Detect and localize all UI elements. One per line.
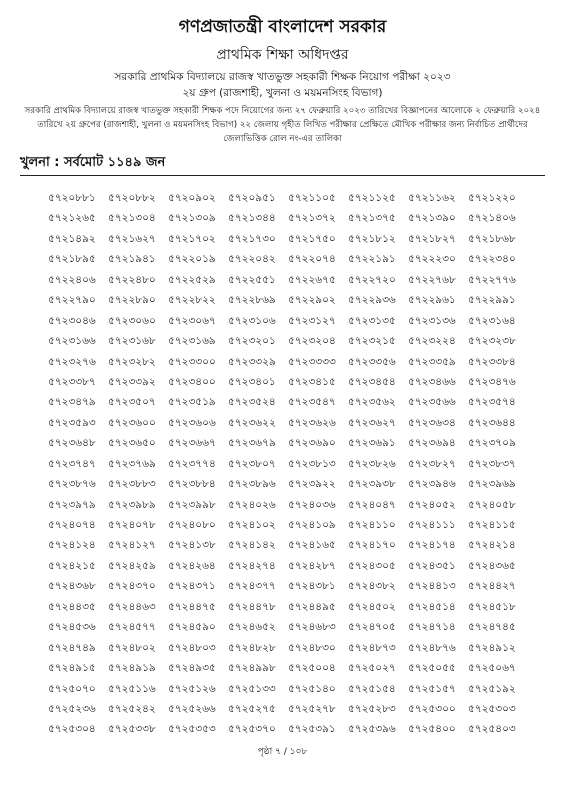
roll-number: ৫৭২৫০৭০ bbox=[48, 682, 96, 695]
roll-number: ৫৭২৪১০৯ bbox=[288, 519, 336, 531]
roll-number: ৫৭২৩১৩৫ bbox=[348, 314, 396, 327]
roll-number: ৫৭২৪৬৫২ bbox=[228, 621, 276, 634]
roll-number: ৫৭২৪০৫৮ bbox=[468, 498, 516, 511]
roll-number: ৫৭২৫০৫৫ bbox=[408, 662, 456, 675]
roll-number: ৫৭২৪১০২ bbox=[228, 519, 276, 531]
roll-row bbox=[48, 679, 528, 699]
roll-number: ৫৭২৩৬৭৯ bbox=[228, 437, 276, 450]
roll-number: ৫৭২১১৬২ bbox=[408, 192, 456, 204]
roll-number: ৫৭২৩৭৭৪ bbox=[168, 457, 216, 470]
roll-number: ৫৭২৩১৩৬ bbox=[408, 314, 456, 327]
roll-number: ৫৭২৩৬২২ bbox=[228, 416, 276, 429]
roll-number: ৫৭২৪৮৭৬ bbox=[408, 641, 456, 654]
roll-number: ৫৭২৩৩০০ bbox=[168, 355, 216, 368]
roll-number: ৫৭২৫৩০০ bbox=[408, 702, 456, 715]
roll-number: ৫৭২৪৯৯৮ bbox=[228, 662, 276, 675]
roll-number: ৫৭২১৮২৭ bbox=[408, 232, 456, 245]
roll-number: ৫৭২৪০৩৬ bbox=[288, 498, 336, 511]
roll-number: ৫৭২৩১২৭ bbox=[288, 314, 336, 327]
roll-number: ৫৭২৪৪২৭ bbox=[468, 580, 516, 593]
roll-number: ৫৭২৪৫০২ bbox=[348, 600, 396, 613]
roll-number: ৫৭২৫২৮৩ bbox=[348, 702, 396, 715]
roll-number: ৫৭২৩৮৮৪ bbox=[168, 478, 216, 491]
roll-number: ৫৭২৩৭৬৯ bbox=[108, 457, 156, 470]
notice-paragraph: সরকারি প্রাথমিক বিদ্যালয়ে রাজস্ব খাতভুক্ত সহকারী শিক্ষক পদে নিয়োগের জন্য ২৭ ফেব্রুয়ারি ২০২৩ তারিখের বিজ্ঞাপনের আলোকে ২ ফেব্রুয়ারি ২০২৪ তারিখে ২য় গ্রুপের (রাজশাহী, খুলনা ও ময়মনসিংহ বিভাগ) ২২ জেলায় গৃহীত লিখিত পরীক্ষার প্রেক্ষিতে মৌখিক পরীক্ষার জন্য নির্বাচিত প্রার্থীদের জেলাভিত্তিক রোল নং-এর তালিকা bbox=[24, 106, 541, 144]
roll-number: ৫৭২১৮১২ bbox=[348, 232, 396, 245]
roll-number: ৫৭২৪১৬৫ bbox=[288, 539, 336, 552]
roll-number: ৫৭২৪৩৫১ bbox=[408, 559, 456, 572]
roll-number: ৫৭২৩৮৩৭ bbox=[468, 457, 516, 470]
roll-number: ৫৭২৪৮০৩ bbox=[168, 641, 216, 654]
roll-row bbox=[48, 597, 528, 617]
department-name: প্রাথমিক শিক্ষা অধিদপ্তর bbox=[216, 47, 349, 63]
roll-number: ৫৭২৪৪৭৮ bbox=[228, 600, 276, 613]
roll-number: ৫৭২৩২৮২ bbox=[108, 355, 156, 368]
roll-number: ৫৭২৩৯৭৯ bbox=[48, 498, 96, 511]
roll-number: ৫৭২৪৮৭৩ bbox=[348, 641, 396, 654]
roll-number: ৫৭২১৩০৪ bbox=[108, 212, 156, 225]
roll-number: ৫৭২৪৯১৯ bbox=[108, 662, 156, 675]
roll-number: ৫৭২১৮৬৮ bbox=[468, 232, 516, 245]
roll-number: ৫৭২৫১৫৭ bbox=[408, 682, 456, 695]
roll-number: ৫৭২৩৫৬২ bbox=[348, 396, 396, 409]
roll-row bbox=[48, 372, 528, 392]
roll-row bbox=[48, 576, 528, 596]
roll-row bbox=[48, 474, 528, 494]
roll-number: ৫৭২৪৩৬৮ bbox=[48, 580, 96, 593]
roll-number: ৫৭২৩৬৪৪ bbox=[468, 416, 516, 429]
roll-number: ৫৭২২৭৬৮ bbox=[408, 273, 456, 286]
roll-row bbox=[48, 638, 528, 658]
roll-number: ৫৭২৪৪১৩ bbox=[408, 580, 456, 593]
roll-number: ৫৭২৩২৭৬ bbox=[48, 355, 96, 368]
roll-row bbox=[48, 229, 528, 249]
roll-number: ৫৭২২৬৭৫ bbox=[288, 273, 336, 286]
roll-number: ৫৭২৪১৭০ bbox=[348, 539, 396, 552]
roll-number: ৫৭২৫১৯২ bbox=[468, 682, 516, 695]
roll-number: ৫৭২৪৫১৮ bbox=[468, 600, 516, 613]
roll-number: ৫৭২২৭২০ bbox=[348, 273, 396, 286]
roll-number: ৫৭২২০৪২ bbox=[228, 253, 276, 266]
roll-row bbox=[48, 433, 528, 453]
roll-number: ৫৭২৪২৫৯ bbox=[108, 559, 156, 572]
roll-number: ৫৭২৩৩৮৭ bbox=[48, 375, 96, 388]
roll-number: ৫৭২২০৭৪ bbox=[288, 253, 336, 266]
roll-number: ৫৭২২৮৬৯ bbox=[228, 294, 276, 307]
roll-number: ৫৭২৩৬৫০ bbox=[108, 437, 156, 450]
roll-number: ৫৭২০৯৫১ bbox=[228, 192, 276, 204]
roll-number: ৫৭২৫২৪২ bbox=[108, 702, 156, 715]
roll-row bbox=[48, 249, 528, 269]
roll-number: ৫৭২৩২০৪ bbox=[288, 335, 336, 348]
roll-row bbox=[48, 556, 528, 576]
roll-number: ৫৭২১৭০২ bbox=[168, 232, 216, 245]
roll-number: ৫৭২৫১২৬ bbox=[168, 682, 216, 695]
roll-number: ৫৭২৪৩৭১ bbox=[168, 580, 216, 593]
group-label: ২য় গ্রুপ (রাজশাহী, খুলনা ও ময়মনসিংহ বিভাগ) bbox=[182, 87, 383, 99]
roll-number: ৫৭২৩২১৫ bbox=[348, 335, 396, 348]
roll-number: ৫৭২৪১১০ bbox=[348, 519, 396, 531]
roll-number: ৫৭২৩৯৮৯ bbox=[108, 498, 156, 511]
roll-number: ৫৭২৪২১৫ bbox=[48, 559, 96, 572]
roll-row bbox=[48, 311, 528, 331]
roll-number: ৫৭২১১০৫ bbox=[288, 192, 336, 204]
roll-number: ৫৭২২৯০২ bbox=[288, 294, 336, 307]
roll-number: ৫৭২২৯৩৬ bbox=[348, 294, 396, 307]
roll-number: ৫৭২৩৬৩৪ bbox=[408, 416, 456, 429]
roll-number: ৫৭২৪৭৪৫ bbox=[468, 621, 516, 634]
roll-number: ৫৭২৫২৭৮ bbox=[288, 702, 336, 715]
roll-number: ৫৭২৪৭০৫ bbox=[348, 621, 396, 634]
heading-divider bbox=[20, 175, 545, 176]
roll-number: ৫৭২৪৮২৮ bbox=[228, 641, 276, 654]
roll-row bbox=[48, 658, 528, 678]
roll-number: ৫৭২৩২২৪ bbox=[408, 335, 456, 348]
roll-number: ৫৭২৩৬৯০ bbox=[288, 437, 336, 450]
roll-number: ৫৭২২৮৯০ bbox=[108, 294, 156, 307]
roll-number: ৫৭২৪১২৭ bbox=[108, 539, 156, 552]
roll-number: ৫৭২৩৫১৯ bbox=[168, 396, 216, 409]
roll-number: ৫৭২১৩৪৪ bbox=[228, 212, 276, 225]
roll-number: ৫৭২৩৯২২ bbox=[288, 478, 336, 491]
roll-number: ৫৭২৩৬০৬ bbox=[168, 416, 216, 429]
roll-number: ৫৭২১৪০৬ bbox=[468, 212, 516, 225]
roll-number: ৫৭২৪৩৬৫ bbox=[468, 559, 516, 572]
roll-number: ৫৭২৫০০৪ bbox=[288, 662, 336, 675]
roll-number: ৫৭২১১২৫ bbox=[348, 192, 396, 204]
roll-number: ৫৭২৫০৬৭ bbox=[468, 662, 516, 675]
roll-number: ৫৭২৪৯৩৫ bbox=[168, 662, 216, 675]
roll-number: ৫৭২১৩৭২ bbox=[288, 212, 336, 225]
roll-row bbox=[48, 719, 528, 739]
roll-number: ৫৭২৩৩৮৪ bbox=[468, 355, 516, 368]
roll-number: ৫৭২৫৩০৪ bbox=[48, 723, 96, 736]
roll-number: ৫৭২৫৩০৩ bbox=[468, 702, 516, 715]
roll-number: ৫৭২৩৩৫৯ bbox=[408, 355, 456, 368]
roll-number-grid bbox=[48, 188, 528, 740]
roll-number: ৫৭২৩৯৩৮ bbox=[348, 478, 396, 491]
roll-row bbox=[48, 392, 528, 412]
roll-number: ৫৭২৪৮৩০ bbox=[288, 641, 336, 654]
roll-number: ৫৭২২৪৮০ bbox=[108, 273, 156, 286]
roll-number: ৫৭২৪০৭৮ bbox=[108, 519, 156, 531]
roll-number: ৫৭২৫১৪০ bbox=[288, 682, 336, 695]
roll-number: ৫৭২২৭৭৬ bbox=[468, 273, 516, 286]
roll-number: ৫৭২৪১২৪ bbox=[48, 539, 96, 552]
roll-number: ৫৭২৩৪৭৯ bbox=[48, 396, 96, 409]
roll-number: ৫৭২১৯৪১ bbox=[108, 253, 156, 266]
roll-number: ৫৭২৪১৪২ bbox=[228, 539, 276, 552]
roll-number: ৫৭২৫২৬৬ bbox=[168, 702, 216, 715]
roll-number: ৫৭২৪৪৬৩ bbox=[108, 600, 156, 613]
roll-number: ৫৭২৪৮০২ bbox=[108, 641, 156, 654]
roll-number: ৫৭২৩৫৪৭ bbox=[288, 396, 336, 409]
page-number: পৃষ্ঠা ৭ / ১০৮ bbox=[257, 747, 308, 757]
roll-number: ৫৭২৫১৫৪ bbox=[348, 682, 396, 695]
roll-number: ৫৭২৪৩০৫ bbox=[348, 559, 396, 572]
roll-number: ৫৭২৪০৪৭ bbox=[348, 498, 396, 511]
roll-number: ৫৭২৩৩৫৬ bbox=[348, 355, 396, 368]
roll-number: ৫৭২৩৩২৯ bbox=[228, 355, 276, 368]
roll-row bbox=[48, 290, 528, 310]
roll-number: ৫৭২৩৪১৫ bbox=[288, 375, 336, 388]
roll-number: ৫৭২৩৯৬৯ bbox=[468, 478, 516, 491]
roll-number: ৫৭২৩৩৯২ bbox=[108, 375, 156, 388]
roll-number: ৫৭২১৮৯৫ bbox=[48, 253, 96, 266]
roll-number: ৫৭২৪০৮০ bbox=[168, 519, 216, 531]
roll-number: ৫৭২৩৫৯৩ bbox=[48, 416, 96, 429]
roll-number: ৫৭২৪০২৬ bbox=[228, 498, 276, 511]
page-title: গণপ্রজাতন্ত্রী বাংলাদেশ সরকার bbox=[178, 17, 387, 37]
roll-number: ৫৭২৫৩৯৬ bbox=[348, 723, 396, 736]
roll-number: ৫৭২২৮২২ bbox=[168, 294, 216, 307]
roll-number: ৫৭২৩৬২৭ bbox=[348, 416, 396, 429]
roll-number: ৫৭২৪৬৮৩ bbox=[288, 621, 336, 634]
roll-number: ৫৭২২৯৯১ bbox=[468, 294, 516, 307]
roll-number: ৫৭২৪১৭৪ bbox=[408, 539, 456, 552]
roll-number: ৫৭২৪৫৯০ bbox=[168, 621, 216, 634]
roll-number: ৫৭২৩৬৬৭ bbox=[168, 437, 216, 450]
roll-number: ৫৭২৩৮১৩ bbox=[288, 457, 336, 470]
roll-number: ৫৭২৪৩৮২ bbox=[348, 580, 396, 593]
roll-number: ৫৭২৩৭৪৭ bbox=[48, 457, 96, 470]
roll-number: ৫৭২৪৭১৪ bbox=[408, 621, 456, 634]
roll-number: ৫৭২৪৪৩৫ bbox=[48, 600, 96, 613]
roll-number: ৫৭২৪৯১৫ bbox=[48, 662, 96, 675]
roll-number: ৫৭২৩৯৪৬ bbox=[408, 478, 456, 491]
roll-number: ৫৭২৫৩৩৮ bbox=[108, 723, 156, 736]
roll-number: ৫৭২৩৮২৬ bbox=[348, 457, 396, 470]
roll-number: ৫৭২৩৬২৬ bbox=[288, 416, 336, 429]
roll-row bbox=[48, 413, 528, 433]
roll-row bbox=[48, 515, 528, 535]
roll-number: ৫৭২৩১০৬ bbox=[228, 314, 276, 327]
roll-number: ৫৭২১৭৩০ bbox=[228, 232, 276, 245]
roll-row bbox=[48, 331, 528, 351]
roll-number: ৫৭২৩০৪৬ bbox=[48, 314, 96, 327]
roll-row bbox=[48, 495, 528, 515]
roll-number: ৫৭২৪১১৫ bbox=[468, 519, 516, 531]
roll-number: ৫৭২৩৪৭৬ bbox=[468, 375, 516, 388]
roll-number: ৫৭২৩৪৬৬ bbox=[408, 375, 456, 388]
roll-number: ৫৭২২৯৬১ bbox=[408, 294, 456, 307]
roll-number: ৫৭২৩৩৩৩ bbox=[288, 355, 336, 368]
roll-number: ৫৭২৫৩৯১ bbox=[288, 723, 336, 736]
roll-number: ৫৭২৫১১৬ bbox=[108, 682, 156, 695]
roll-number: ৫৭২৩৬৯৪ bbox=[408, 437, 456, 450]
roll-row bbox=[48, 454, 528, 474]
roll-number: ৫৭২২০১৯ bbox=[168, 253, 216, 266]
roll-number: ৫৭২২২৩০ bbox=[408, 253, 456, 266]
roll-number: ৫৭২৪৭৪৯ bbox=[48, 641, 96, 654]
roll-number: ৫৭২৩০৬০ bbox=[108, 314, 156, 327]
roll-number: ৫৭২৪২৮৭ bbox=[288, 559, 336, 572]
roll-number: ৫৭২৩৪০১ bbox=[228, 375, 276, 388]
roll-number: ৫৭২৩৮৯৬ bbox=[228, 478, 276, 491]
roll-number: ৫৭২৩১৬৬ bbox=[48, 335, 96, 348]
roll-number: ৫৭২২৫২৯ bbox=[168, 273, 216, 286]
roll-number: ৫৭২৪৫৭৭ bbox=[108, 621, 156, 634]
roll-number: ৫৭২১৪৯২ bbox=[48, 232, 96, 245]
roll-number: ৫৭২৩১৬৮ bbox=[108, 335, 156, 348]
roll-number: ৫৭২৪০৫২ bbox=[408, 498, 456, 511]
roll-number: ৫৭২৩৮২৭ bbox=[408, 457, 456, 470]
roll-number: ৫৭২৪৩৭৭ bbox=[228, 580, 276, 593]
roll-number: ৫৭২২১৯১ bbox=[348, 253, 396, 266]
roll-number: ৫৭২৩৬০০ bbox=[108, 416, 156, 429]
roll-number: ৫৭২৩৮০৭ bbox=[228, 457, 276, 470]
roll-number: ৫৭২৩৬৯১ bbox=[348, 437, 396, 450]
roll-number: ৫৭২৪৫১৪ bbox=[408, 600, 456, 613]
roll-number: ৫৭২০৮৮২ bbox=[108, 192, 156, 204]
roll-number: ৫৭২৫০২৭ bbox=[348, 662, 396, 675]
roll-number: ৫৭২৪৫৩৬ bbox=[48, 621, 96, 634]
roll-number: ৫৭২৩৪৫৪ bbox=[348, 375, 396, 388]
roll-number: ৫৭২৩১৬৯ bbox=[168, 335, 216, 348]
roll-number: ৫৭২২৩৪০ bbox=[468, 253, 516, 266]
roll-number: ৫৭২৫৩৫৩ bbox=[168, 723, 216, 736]
roll-number: ৫৭২৫৪০০ bbox=[408, 723, 456, 736]
district-heading: খুলনা : সর্বমোট ১১৪৯ জন bbox=[20, 155, 166, 170]
roll-number: ৫৭২০৯০২ bbox=[168, 192, 216, 204]
roll-number: ৫৭২৫৩৭০ bbox=[228, 723, 276, 736]
roll-number: ৫৭২৩১৬৪ bbox=[468, 314, 516, 327]
roll-number: ৫৭২১২২০ bbox=[468, 192, 516, 204]
roll-number: ৫৭২৩২৩৮ bbox=[468, 335, 516, 348]
roll-number: ৫৭২১৬২৭ bbox=[108, 232, 156, 245]
exam-title: সরকারি প্রাথমিক বিদ্যালয়ে রাজস্ব খাতভুক্ত সহকারী শিক্ষক নিয়োগ পরীক্ষা ২০২৩ bbox=[114, 71, 451, 83]
roll-number: ৫৭২১৩৭৫ bbox=[348, 212, 396, 225]
roll-row bbox=[48, 208, 528, 228]
roll-number: ৫৭২৪২১৪ bbox=[468, 539, 516, 552]
roll-number: ৫৭২৪২৬৪ bbox=[168, 559, 216, 572]
roll-row bbox=[48, 699, 528, 719]
roll-number: ৫৭২৩৬৪৮ bbox=[48, 437, 96, 450]
roll-number: ৫৭২৪৪৭৫ bbox=[168, 600, 216, 613]
roll-row bbox=[48, 617, 528, 637]
roll-row bbox=[48, 188, 528, 208]
roll-row bbox=[48, 352, 528, 372]
roll-number: ৫৭২১৭৫০ bbox=[288, 232, 336, 245]
roll-number: ৫৭২২৫৫১ bbox=[228, 273, 276, 286]
roll-number: ৫৭২৩৫৭৪ bbox=[468, 396, 516, 409]
roll-number: ৫৭২৪২৭৪ bbox=[228, 559, 276, 572]
roll-number: ৫৭২৪৪৯৫ bbox=[288, 600, 336, 613]
roll-number: ৫৭২৫১৩৩ bbox=[228, 682, 276, 695]
roll-number: ৫৭২৩৮৭৬ bbox=[48, 478, 96, 491]
roll-number: ৫৭২১৩০৯ bbox=[168, 212, 216, 225]
roll-number: ৫৭২৪৩৮১ bbox=[288, 580, 336, 593]
roll-number: ৫৭২২৭৯০ bbox=[48, 294, 96, 307]
roll-row bbox=[48, 535, 528, 555]
roll-number: ৫৭২৩৫২৪ bbox=[228, 396, 276, 409]
roll-number: ৫৭২৪০৭৪ bbox=[48, 519, 96, 531]
roll-row bbox=[48, 270, 528, 290]
roll-number: ৫৭২১২৬৫ bbox=[48, 212, 96, 225]
roll-number: ৫৭২৫৪০৩ bbox=[468, 723, 516, 736]
roll-number: ৫৭২১৩৯০ bbox=[408, 212, 456, 225]
roll-number: ৫৭২৪১১১ bbox=[408, 519, 456, 531]
roll-number: ৫৭২৫২৭৫ bbox=[228, 702, 276, 715]
roll-number: ৫৭২০৮৮১ bbox=[48, 192, 96, 204]
roll-number: ৫৭২৩৯৯৮ bbox=[168, 498, 216, 511]
roll-number: ৫৭২৪৯১২ bbox=[468, 641, 516, 654]
roll-number: ৫৭২৪৩৭০ bbox=[108, 580, 156, 593]
roll-number: ৫৭২৫২৩৬ bbox=[48, 702, 96, 715]
roll-number: ৫৭২৩৪০০ bbox=[168, 375, 216, 388]
roll-number: ৫৭২৪১৩৮ bbox=[168, 539, 216, 552]
roll-number: ৫৭২৩৫০৭ bbox=[108, 396, 156, 409]
roll-number: ৫৭২৩৮৮৩ bbox=[108, 478, 156, 491]
roll-number: ৫৭২৩৫৬৬ bbox=[408, 396, 456, 409]
roll-number: ৫৭২৩২০১ bbox=[228, 335, 276, 348]
roll-number: ৫৭২২৪০৬ bbox=[48, 273, 96, 286]
roll-number: ৫৭২৩৭০৯ bbox=[468, 437, 516, 450]
roll-number: ৫৭২৩০৬৭ bbox=[168, 314, 216, 327]
